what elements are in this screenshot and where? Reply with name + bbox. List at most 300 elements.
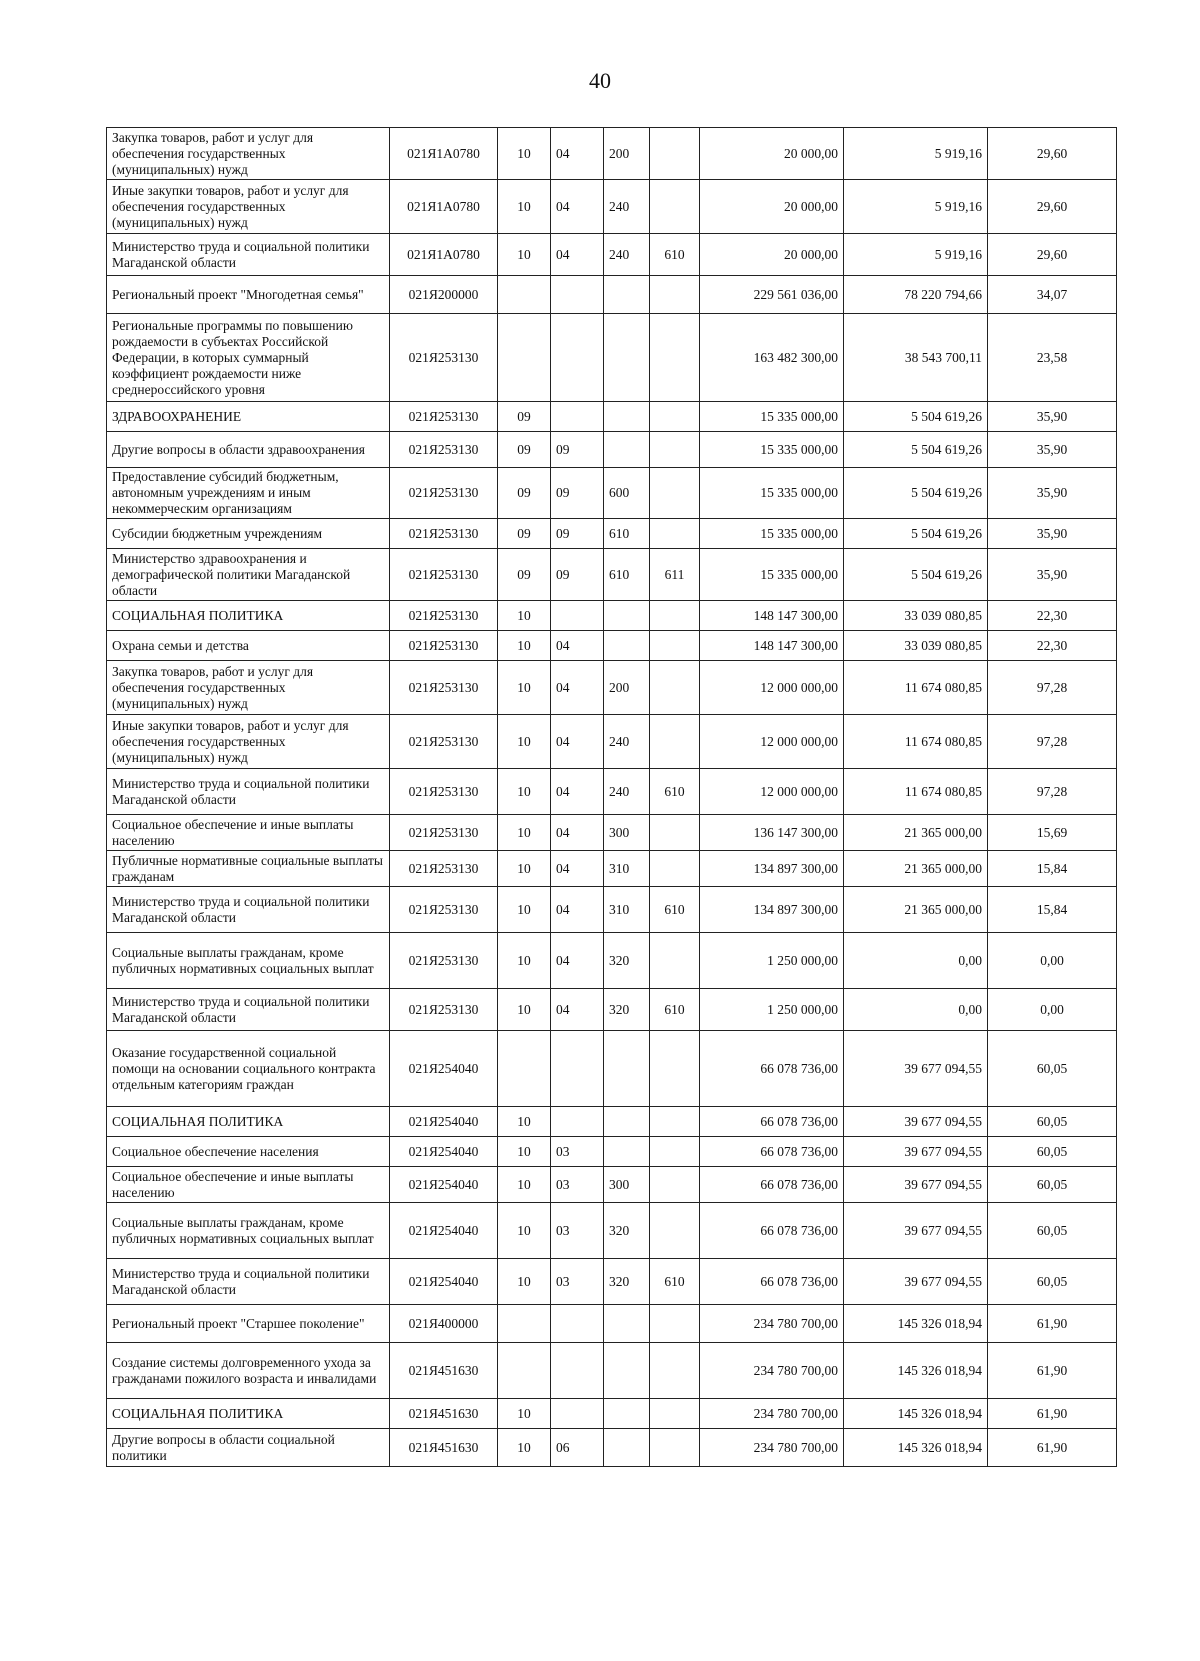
section-code: 10 bbox=[498, 933, 551, 989]
expense-type-code bbox=[604, 1031, 650, 1107]
table-row bbox=[107, 815, 1117, 851]
section-code bbox=[498, 1305, 551, 1343]
row-name: Создание системы долговременного ухода за гражданами пожилого возраста и инвалидами bbox=[107, 1343, 390, 1399]
execution-percent: 97,28 bbox=[988, 715, 1117, 769]
planned-amount: 1 250 000,00 bbox=[700, 989, 844, 1031]
table-row bbox=[107, 402, 1117, 432]
subsection-code bbox=[551, 1343, 604, 1399]
subsection-code bbox=[551, 402, 604, 432]
table-row bbox=[107, 1137, 1117, 1167]
administrator-code bbox=[650, 851, 700, 887]
section-code: 10 bbox=[498, 1259, 551, 1305]
section-code: 10 bbox=[498, 180, 551, 234]
row-name: Закупка товаров, работ и услуг для обеспечения государственных (муниципальных) нужд bbox=[107, 661, 390, 715]
target-code: 021Я1А0780 bbox=[390, 128, 498, 180]
section-code: 10 bbox=[498, 851, 551, 887]
section-code: 10 bbox=[498, 1429, 551, 1467]
execution-percent: 60,05 bbox=[988, 1203, 1117, 1259]
table-row bbox=[107, 128, 1117, 180]
executed-amount: 5 919,16 bbox=[844, 180, 988, 234]
execution-percent: 60,05 bbox=[988, 1167, 1117, 1203]
executed-amount: 39 677 094,55 bbox=[844, 1137, 988, 1167]
execution-percent: 15,84 bbox=[988, 851, 1117, 887]
administrator-code bbox=[650, 402, 700, 432]
expense-type-code: 310 bbox=[604, 887, 650, 933]
row-name: Региональный проект "Старшее поколение" bbox=[107, 1305, 390, 1343]
expense-type-code: 240 bbox=[604, 769, 650, 815]
row-name: Региональные программы по повышению рождаемости в субъектах Российской Федерации, в которых суммарный коэффициент рождаемости ниже среднероссийского уровня bbox=[107, 314, 390, 402]
target-code: 021Я254040 bbox=[390, 1137, 498, 1167]
executed-amount: 11 674 080,85 bbox=[844, 715, 988, 769]
expense-type-code bbox=[604, 1399, 650, 1429]
subsection-code: 09 bbox=[551, 549, 604, 601]
executed-amount: 0,00 bbox=[844, 933, 988, 989]
table-row bbox=[107, 715, 1117, 769]
section-code: 10 bbox=[498, 1167, 551, 1203]
execution-percent: 60,05 bbox=[988, 1031, 1117, 1107]
execution-percent: 22,30 bbox=[988, 601, 1117, 631]
subsection-code: 04 bbox=[551, 851, 604, 887]
expense-type-code bbox=[604, 1343, 650, 1399]
expense-type-code: 320 bbox=[604, 989, 650, 1031]
section-code: 10 bbox=[498, 128, 551, 180]
section-code: 10 bbox=[498, 1399, 551, 1429]
target-code: 021Я200000 bbox=[390, 276, 498, 314]
target-code: 021Я253130 bbox=[390, 989, 498, 1031]
target-code: 021Я451630 bbox=[390, 1343, 498, 1399]
executed-amount: 11 674 080,85 bbox=[844, 769, 988, 815]
table-row bbox=[107, 989, 1117, 1031]
subsection-code: 04 bbox=[551, 128, 604, 180]
section-code: 10 bbox=[498, 234, 551, 276]
target-code: 021Я253130 bbox=[390, 661, 498, 715]
target-code: 021Я1А0780 bbox=[390, 234, 498, 276]
administrator-code: 610 bbox=[650, 769, 700, 815]
administrator-code bbox=[650, 1203, 700, 1259]
subsection-code: 04 bbox=[551, 887, 604, 933]
row-name: Охрана семьи и детства bbox=[107, 631, 390, 661]
section-code: 10 bbox=[498, 887, 551, 933]
row-name: Социальное обеспечение и иные выплаты населению bbox=[107, 815, 390, 851]
execution-percent: 61,90 bbox=[988, 1343, 1117, 1399]
row-name: Оказание государственной социальной помощи на основании социального контракта отдельным категориям граждан bbox=[107, 1031, 390, 1107]
execution-percent: 60,05 bbox=[988, 1259, 1117, 1305]
execution-percent: 61,90 bbox=[988, 1399, 1117, 1429]
administrator-code bbox=[650, 933, 700, 989]
execution-percent: 29,60 bbox=[988, 128, 1117, 180]
execution-percent: 61,90 bbox=[988, 1429, 1117, 1467]
subsection-code: 04 bbox=[551, 715, 604, 769]
target-code: 021Я253130 bbox=[390, 769, 498, 815]
row-name: Министерство труда и социальной политики Магаданской области bbox=[107, 1259, 390, 1305]
planned-amount: 66 078 736,00 bbox=[700, 1259, 844, 1305]
planned-amount: 66 078 736,00 bbox=[700, 1031, 844, 1107]
row-name: Другие вопросы в области здравоохранения bbox=[107, 432, 390, 468]
target-code: 021Я254040 bbox=[390, 1167, 498, 1203]
section-code: 09 bbox=[498, 549, 551, 601]
expense-type-code: 320 bbox=[604, 1259, 650, 1305]
section-code: 09 bbox=[498, 519, 551, 549]
executed-amount: 145 326 018,94 bbox=[844, 1429, 988, 1467]
expense-type-code bbox=[604, 601, 650, 631]
planned-amount: 163 482 300,00 bbox=[700, 314, 844, 402]
planned-amount: 234 780 700,00 bbox=[700, 1343, 844, 1399]
row-name: Министерство труда и социальной политики Магаданской области bbox=[107, 234, 390, 276]
administrator-code bbox=[650, 1167, 700, 1203]
administrator-code bbox=[650, 1107, 700, 1137]
subsection-code: 04 bbox=[551, 661, 604, 715]
administrator-code bbox=[650, 314, 700, 402]
executed-amount: 5 504 619,26 bbox=[844, 468, 988, 519]
planned-amount: 12 000 000,00 bbox=[700, 769, 844, 815]
subsection-code: 04 bbox=[551, 769, 604, 815]
section-code: 09 bbox=[498, 432, 551, 468]
execution-percent: 0,00 bbox=[988, 933, 1117, 989]
section-code: 10 bbox=[498, 815, 551, 851]
table-row bbox=[107, 432, 1117, 468]
expense-type-code: 310 bbox=[604, 851, 650, 887]
expense-type-code bbox=[604, 631, 650, 661]
expense-type-code: 240 bbox=[604, 715, 650, 769]
subsection-code bbox=[551, 1031, 604, 1107]
subsection-code: 04 bbox=[551, 933, 604, 989]
administrator-code: 610 bbox=[650, 234, 700, 276]
table-row bbox=[107, 519, 1117, 549]
table-row bbox=[107, 851, 1117, 887]
expense-type-code: 300 bbox=[604, 815, 650, 851]
planned-amount: 20 000,00 bbox=[700, 128, 844, 180]
row-name: Региональный проект "Многодетная семья" bbox=[107, 276, 390, 314]
executed-amount: 5 504 619,26 bbox=[844, 549, 988, 601]
planned-amount: 234 780 700,00 bbox=[700, 1305, 844, 1343]
target-code: 021Я254040 bbox=[390, 1259, 498, 1305]
table-row bbox=[107, 1259, 1117, 1305]
planned-amount: 229 561 036,00 bbox=[700, 276, 844, 314]
executed-amount: 33 039 080,85 bbox=[844, 601, 988, 631]
row-name: Министерство труда и социальной политики Магаданской области bbox=[107, 887, 390, 933]
execution-percent: 22,30 bbox=[988, 631, 1117, 661]
planned-amount: 15 335 000,00 bbox=[700, 549, 844, 601]
expense-type-code bbox=[604, 402, 650, 432]
target-code: 021Я253130 bbox=[390, 601, 498, 631]
section-code bbox=[498, 1031, 551, 1107]
row-name: Другие вопросы в области социальной политики bbox=[107, 1429, 390, 1467]
table-row bbox=[107, 1429, 1117, 1467]
row-name: Иные закупки товаров, работ и услуг для обеспечения государственных (муниципальных) нужд bbox=[107, 180, 390, 234]
expense-type-code bbox=[604, 1429, 650, 1467]
execution-percent: 15,84 bbox=[988, 887, 1117, 933]
administrator-code bbox=[650, 661, 700, 715]
table-row bbox=[107, 1343, 1117, 1399]
subsection-code: 04 bbox=[551, 180, 604, 234]
execution-percent: 23,58 bbox=[988, 314, 1117, 402]
table-row bbox=[107, 601, 1117, 631]
row-name: Министерство труда и социальной политики Магаданской области bbox=[107, 769, 390, 815]
subsection-code: 03 bbox=[551, 1259, 604, 1305]
subsection-code: 09 bbox=[551, 519, 604, 549]
expense-type-code bbox=[604, 276, 650, 314]
target-code: 021Я253130 bbox=[390, 402, 498, 432]
administrator-code bbox=[650, 519, 700, 549]
expense-type-code: 240 bbox=[604, 234, 650, 276]
expense-type-code: 200 bbox=[604, 661, 650, 715]
executed-amount: 39 677 094,55 bbox=[844, 1259, 988, 1305]
row-name: Закупка товаров, работ и услуг для обеспечения государственных (муниципальных) нужд bbox=[107, 128, 390, 180]
row-name: Публичные нормативные социальные выплаты гражданам bbox=[107, 851, 390, 887]
subsection-code: 03 bbox=[551, 1167, 604, 1203]
execution-percent: 15,69 bbox=[988, 815, 1117, 851]
section-code bbox=[498, 276, 551, 314]
planned-amount: 148 147 300,00 bbox=[700, 631, 844, 661]
target-code: 021Я253130 bbox=[390, 631, 498, 661]
expense-type-code bbox=[604, 1305, 650, 1343]
target-code: 021Я1А0780 bbox=[390, 180, 498, 234]
executed-amount: 38 543 700,11 bbox=[844, 314, 988, 402]
subsection-code: 04 bbox=[551, 631, 604, 661]
table-row bbox=[107, 887, 1117, 933]
expense-type-code bbox=[604, 314, 650, 402]
execution-percent: 97,28 bbox=[988, 661, 1117, 715]
administrator-code bbox=[650, 1031, 700, 1107]
planned-amount: 15 335 000,00 bbox=[700, 432, 844, 468]
section-code bbox=[498, 1343, 551, 1399]
administrator-code bbox=[650, 1429, 700, 1467]
subsection-code: 09 bbox=[551, 468, 604, 519]
table-row bbox=[107, 1399, 1117, 1429]
subsection-code: 04 bbox=[551, 815, 604, 851]
table-row bbox=[107, 631, 1117, 661]
planned-amount: 136 147 300,00 bbox=[700, 815, 844, 851]
administrator-code bbox=[650, 1305, 700, 1343]
target-code: 021Я451630 bbox=[390, 1429, 498, 1467]
target-code: 021Я253130 bbox=[390, 715, 498, 769]
execution-percent: 35,90 bbox=[988, 402, 1117, 432]
execution-percent: 97,28 bbox=[988, 769, 1117, 815]
table-row bbox=[107, 314, 1117, 402]
table-row bbox=[107, 549, 1117, 601]
expense-type-code: 200 bbox=[604, 128, 650, 180]
table-row bbox=[107, 1305, 1117, 1343]
executed-amount: 145 326 018,94 bbox=[844, 1343, 988, 1399]
executed-amount: 21 365 000,00 bbox=[844, 851, 988, 887]
target-code: 021Я253130 bbox=[390, 549, 498, 601]
expense-type-code bbox=[604, 1107, 650, 1137]
administrator-code bbox=[650, 1343, 700, 1399]
executed-amount: 39 677 094,55 bbox=[844, 1107, 988, 1137]
row-name: ЗДРАВООХРАНЕНИЕ bbox=[107, 402, 390, 432]
subsection-code bbox=[551, 276, 604, 314]
subsection-code bbox=[551, 601, 604, 631]
row-name: Министерство здравоохранения и демографической политики Магаданской области bbox=[107, 549, 390, 601]
section-code: 10 bbox=[498, 661, 551, 715]
planned-amount: 234 780 700,00 bbox=[700, 1429, 844, 1467]
subsection-code: 06 bbox=[551, 1429, 604, 1467]
subsection-code: 04 bbox=[551, 989, 604, 1031]
planned-amount: 234 780 700,00 bbox=[700, 1399, 844, 1429]
target-code: 021Я253130 bbox=[390, 887, 498, 933]
row-name: Социальное обеспечение населения bbox=[107, 1137, 390, 1167]
target-code: 021Я253130 bbox=[390, 314, 498, 402]
table-row bbox=[107, 1203, 1117, 1259]
target-code: 021Я253130 bbox=[390, 468, 498, 519]
executed-amount: 39 677 094,55 bbox=[844, 1031, 988, 1107]
expense-type-code: 610 bbox=[604, 519, 650, 549]
executed-amount: 39 677 094,55 bbox=[844, 1203, 988, 1259]
execution-percent: 35,90 bbox=[988, 468, 1117, 519]
executed-amount: 39 677 094,55 bbox=[844, 1167, 988, 1203]
target-code: 021Я253130 bbox=[390, 815, 498, 851]
target-code: 021Я253130 bbox=[390, 933, 498, 989]
administrator-code: 610 bbox=[650, 1259, 700, 1305]
execution-percent: 34,07 bbox=[988, 276, 1117, 314]
execution-percent: 60,05 bbox=[988, 1137, 1117, 1167]
table-row bbox=[107, 234, 1117, 276]
subsection-code bbox=[551, 1399, 604, 1429]
expense-type-code: 300 bbox=[604, 1167, 650, 1203]
planned-amount: 20 000,00 bbox=[700, 234, 844, 276]
execution-percent: 29,60 bbox=[988, 180, 1117, 234]
administrator-code bbox=[650, 180, 700, 234]
section-code: 10 bbox=[498, 601, 551, 631]
executed-amount: 5 504 619,26 bbox=[844, 402, 988, 432]
execution-percent: 35,90 bbox=[988, 549, 1117, 601]
subsection-code: 03 bbox=[551, 1137, 604, 1167]
table-row bbox=[107, 180, 1117, 234]
executed-amount: 21 365 000,00 bbox=[844, 887, 988, 933]
table-row bbox=[107, 661, 1117, 715]
administrator-code: 610 bbox=[650, 887, 700, 933]
table-row bbox=[107, 1167, 1117, 1203]
execution-percent: 29,60 bbox=[988, 234, 1117, 276]
executed-amount: 5 919,16 bbox=[844, 128, 988, 180]
target-code: 021Я254040 bbox=[390, 1031, 498, 1107]
planned-amount: 66 078 736,00 bbox=[700, 1203, 844, 1259]
administrator-code bbox=[650, 1137, 700, 1167]
executed-amount: 5 504 619,26 bbox=[844, 432, 988, 468]
executed-amount: 0,00 bbox=[844, 989, 988, 1031]
target-code: 021Я253130 bbox=[390, 519, 498, 549]
planned-amount: 12 000 000,00 bbox=[700, 661, 844, 715]
planned-amount: 134 897 300,00 bbox=[700, 887, 844, 933]
row-name: СОЦИАЛЬНАЯ ПОЛИТИКА bbox=[107, 1399, 390, 1429]
target-code: 021Я451630 bbox=[390, 1399, 498, 1429]
section-code: 09 bbox=[498, 468, 551, 519]
planned-amount: 66 078 736,00 bbox=[700, 1107, 844, 1137]
planned-amount: 1 250 000,00 bbox=[700, 933, 844, 989]
table-row bbox=[107, 1031, 1117, 1107]
expense-type-code: 320 bbox=[604, 1203, 650, 1259]
execution-percent: 35,90 bbox=[988, 432, 1117, 468]
table-row bbox=[107, 1107, 1117, 1137]
planned-amount: 20 000,00 bbox=[700, 180, 844, 234]
row-name: Социальные выплаты гражданам, кроме публичных нормативных социальных выплат bbox=[107, 933, 390, 989]
expense-type-code bbox=[604, 432, 650, 468]
executed-amount: 145 326 018,94 bbox=[844, 1305, 988, 1343]
executed-amount: 11 674 080,85 bbox=[844, 661, 988, 715]
administrator-code bbox=[650, 715, 700, 769]
section-code: 10 bbox=[498, 1203, 551, 1259]
row-name: Министерство труда и социальной политики Магаданской области bbox=[107, 989, 390, 1031]
administrator-code bbox=[650, 601, 700, 631]
section-code: 10 bbox=[498, 769, 551, 815]
section-code: 10 bbox=[498, 715, 551, 769]
row-name: Субсидии бюджетным учреждениям bbox=[107, 519, 390, 549]
row-name: Социальные выплаты гражданам, кроме публичных нормативных социальных выплат bbox=[107, 1203, 390, 1259]
table-row bbox=[107, 769, 1117, 815]
administrator-code bbox=[650, 815, 700, 851]
executed-amount: 78 220 794,66 bbox=[844, 276, 988, 314]
expense-type-code: 610 bbox=[604, 549, 650, 601]
expense-type-code bbox=[604, 1137, 650, 1167]
administrator-code: 610 bbox=[650, 989, 700, 1031]
executed-amount: 5 504 619,26 bbox=[844, 519, 988, 549]
expense-type-code: 240 bbox=[604, 180, 650, 234]
section-code: 09 bbox=[498, 402, 551, 432]
page-number: 40 bbox=[589, 68, 611, 93]
table-row bbox=[107, 933, 1117, 989]
administrator-code bbox=[650, 128, 700, 180]
subsection-code bbox=[551, 314, 604, 402]
target-code: 021Я254040 bbox=[390, 1203, 498, 1259]
subsection-code: 03 bbox=[551, 1203, 604, 1259]
planned-amount: 15 335 000,00 bbox=[700, 519, 844, 549]
planned-amount: 66 078 736,00 bbox=[700, 1167, 844, 1203]
row-name: СОЦИАЛЬНАЯ ПОЛИТИКА bbox=[107, 601, 390, 631]
subsection-code bbox=[551, 1305, 604, 1343]
planned-amount: 15 335 000,00 bbox=[700, 468, 844, 519]
target-code: 021Я253130 bbox=[390, 432, 498, 468]
expense-type-code: 320 bbox=[604, 933, 650, 989]
administrator-code bbox=[650, 432, 700, 468]
execution-percent: 60,05 bbox=[988, 1107, 1117, 1137]
administrator-code bbox=[650, 631, 700, 661]
executed-amount: 21 365 000,00 bbox=[844, 815, 988, 851]
planned-amount: 12 000 000,00 bbox=[700, 715, 844, 769]
administrator-code bbox=[650, 1399, 700, 1429]
execution-percent: 61,90 bbox=[988, 1305, 1117, 1343]
executed-amount: 5 919,16 bbox=[844, 234, 988, 276]
planned-amount: 148 147 300,00 bbox=[700, 601, 844, 631]
table-row bbox=[107, 468, 1117, 519]
table-body bbox=[107, 128, 1117, 1467]
administrator-code bbox=[650, 468, 700, 519]
subsection-code: 09 bbox=[551, 432, 604, 468]
row-name: Предоставление субсидий бюджетным, автономным учреждениям и иным некоммерческим организациям bbox=[107, 468, 390, 519]
section-code: 10 bbox=[498, 989, 551, 1031]
row-name: Иные закупки товаров, работ и услуг для обеспечения государственных (муниципальных) нужд bbox=[107, 715, 390, 769]
subsection-code bbox=[551, 1107, 604, 1137]
executed-amount: 145 326 018,94 bbox=[844, 1399, 988, 1429]
target-code: 021Я254040 bbox=[390, 1107, 498, 1137]
expense-type-code: 600 bbox=[604, 468, 650, 519]
subsection-code: 04 bbox=[551, 234, 604, 276]
target-code: 021Я253130 bbox=[390, 851, 498, 887]
planned-amount: 134 897 300,00 bbox=[700, 851, 844, 887]
administrator-code bbox=[650, 276, 700, 314]
execution-percent: 35,90 bbox=[988, 519, 1117, 549]
row-name: СОЦИАЛЬНАЯ ПОЛИТИКА bbox=[107, 1107, 390, 1137]
section-code: 10 bbox=[498, 1107, 551, 1137]
target-code: 021Я400000 bbox=[390, 1305, 498, 1343]
row-name: Социальное обеспечение и иные выплаты населению bbox=[107, 1167, 390, 1203]
administrator-code: 611 bbox=[650, 549, 700, 601]
executed-amount: 33 039 080,85 bbox=[844, 631, 988, 661]
planned-amount: 66 078 736,00 bbox=[700, 1137, 844, 1167]
execution-percent: 0,00 bbox=[988, 989, 1117, 1031]
section-code bbox=[498, 314, 551, 402]
section-code: 10 bbox=[498, 631, 551, 661]
section-code: 10 bbox=[498, 1137, 551, 1167]
